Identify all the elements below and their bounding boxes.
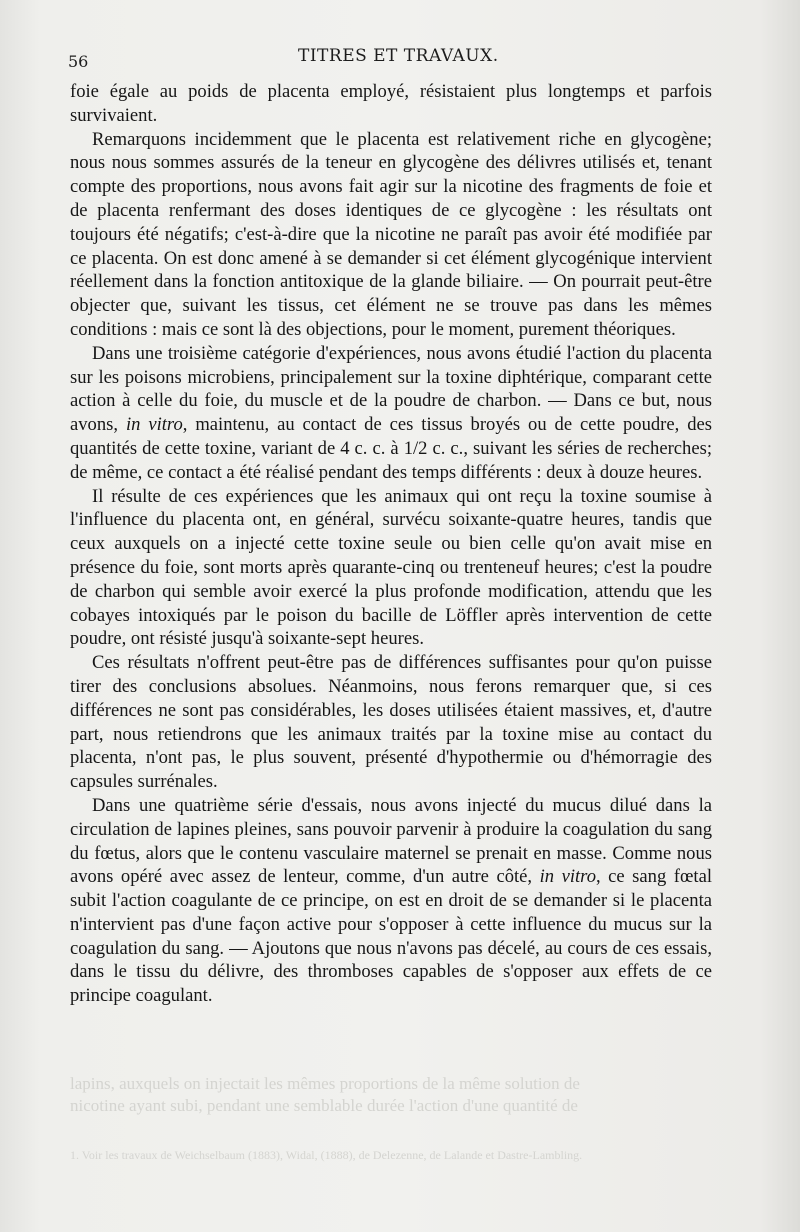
page-number: 56 bbox=[68, 52, 89, 71]
text-run: Dans une troisième catégorie d'expériences, nous avons étudié l'action du placenta sur les poisons microbiens, principalement sur la toxine diphtérique, comparant cette action à celle du foie, du muscle et de la poudre de charbon. — Dans ce but, nous avons, bbox=[70, 342, 712, 436]
page-header bbox=[68, 46, 708, 72]
paragraph bbox=[70, 485, 712, 652]
paragraph bbox=[70, 794, 712, 1008]
text-run: foie égale au poids de placenta employé, résistaient plus longtemps et parfois survivaient. bbox=[70, 81, 712, 126]
text-run: , ce sang fœtal subit l'action coagulante de ce principe, on est en droit de se demander si le placenta n'intervient pas d'une façon active pour s'opposer à cette influence du mucus sur la coagulation du sang. — Ajoutons que nous n'avons pas décelé, au cours de ces essais, dans le tissu du délivre, des thromboses capables de s'opposer aux effets de ce principe coagulant. bbox=[70, 866, 712, 1007]
show-through-line: lapins, auxquels on injectait les mêmes proportions de la même solution de bbox=[70, 1074, 580, 1093]
italic-term: in vitro bbox=[125, 414, 183, 436]
text-run: Remarquons incidemment que le placenta est relativement riche en glycogène; nous nous sommes assurés de la teneur en glycogène des délivres utilisés et, tenant compte des proportions, nous avons fait agir sur la nicotine des fragments de foie et de placenta renfermant des doses identiques de ce glycogène : les résultats ont toujours été négatifs; c'est-à-dire que la nicotine ne paraît pas avoir été modifiée par ce placenta. On est donc amené à se demander si cet élément glycogénique intervient réellement dans la fonction antitoxique de la glande biliaire. — On pourrait peut-être objecter que, suivant les tissus, cet élément ne se trouve pas dans les mêmes conditions : mais ce sont là des objections, pour le moment, purement théoriques. bbox=[70, 128, 712, 340]
running-title: TITRES ET TRAVAUX. bbox=[298, 46, 499, 66]
text-run: Il résulte de ces expériences que les animaux qui ont reçu la toxine soumise à l'influence du placenta ont, en général, survécu soixante-quatre heures, tandis que ceux auxquels on a injecté cette toxine seule ou bien celle qu'on avait mise en présence du foie, sont morts après quarante-cinq ou trenteneuf heures; c'est la poudre de charbon qui semble avoir exercé la plus profonde modification, attendu que les cobayes intoxiqués par le poison du bacille de Löffler après intervention de cette poudre, ont résisté jusqu'à soixante-sept heures. bbox=[70, 485, 712, 650]
text-run: Ces résultats n'offrent peut-être pas de différences suffisantes pour qu'on puisse tirer des conclusions absolues. Néanmoins, nous ferons remarquer que, si ces différences ne sont pas considérables, les doses utilisées étaient massives, et, d'autre part, nous retiendrons que les animaux traités par la toxine mise au contact du placenta, n'ont pas, le plus souvent, présenté d'hypothermie ou d'hémorragie des capsules surrénales. bbox=[70, 652, 712, 793]
paragraph bbox=[70, 80, 712, 128]
show-through-footnote: 1. Voir les travaux de Weichselbaum (1883), Widal, (1888), de Delezenne, de Lalande et Dastre-Lambling. bbox=[70, 1148, 583, 1162]
paragraph bbox=[70, 651, 712, 794]
paragraph bbox=[70, 128, 712, 342]
italic-term: in vitro bbox=[539, 866, 596, 888]
text-run: Dans une quatrième série d'essais, nous avons injecté du mucus dilué dans la circulation de lapines pleines, sans pouvoir parvenir à produire la coagulation du sang du fœtus, alors que le contenu vasculaire maternel se prenait en masse. Comme nous avons opéré avec assez de lenteur, comme, d'un autre côté, bbox=[70, 794, 712, 888]
text-run: , maintenu, au contact de ces tissus broyés ou de cette poudre, des quantités de cette toxine, variant de 4 c. c. à 1/2 c. c., suivant les séries de recherches; de même, ce contact a été réalisé pendant des temps différents : deux à douze heures. bbox=[70, 414, 712, 483]
paragraph bbox=[70, 342, 712, 485]
body-text bbox=[70, 80, 712, 1008]
show-through-line: nicotine ayant subi, pendant une semblable durée l'action d'une quantité de bbox=[70, 1096, 578, 1115]
